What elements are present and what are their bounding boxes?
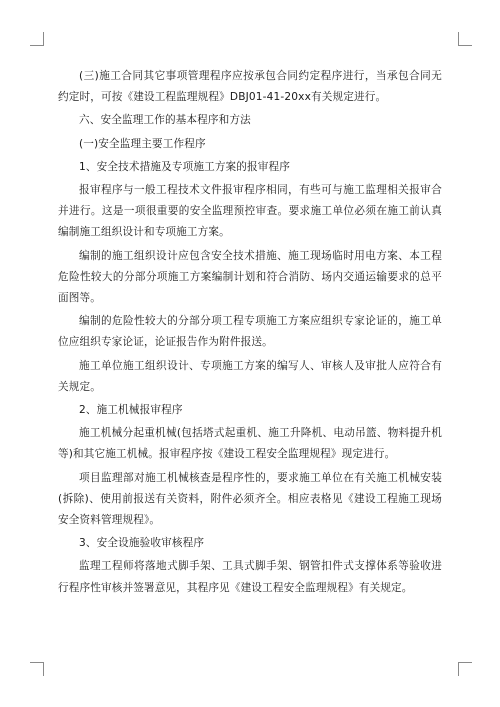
crop-mark-top-left [30,32,44,46]
document-body [58,66,442,599]
paragraph-expert-review: 编制的危险性较大的分部分项工程专项施工方案应组织专家论证的，施工单位应组织专家论证，论证报告作为附件报送。 [58,315,442,349]
paragraph-machinery-check: 项目监理部对施工机械核查是程序性的，要求施工单位在有关施工机械安装(拆除)、使用前报送有关资料，附件必须齐全。相应表格见《建设工程施工现场安全资料管理规程》。 [58,471,442,527]
heading-subsection-one: (一)安全监理主要工作程序 [79,137,206,150]
heading-item-2: 2、施工机械报审程序 [79,404,183,417]
crop-mark-bottom-left [30,662,44,676]
paragraph-review-procedure: 报审程序与一般工程技术文件报审程序相同，有些可与施工监理相关报审合并进行。这是一项很重要的安全监理预控审查。要求施工单位必须在施工前认真编制施工组织设计和专项施工方案。 [58,184,442,239]
heading-section-six: 六、安全监理工作的基本程序和方法 [79,114,251,127]
paragraph-contract-procedure: (三)施工合同其它事项管理程序应按承包合同约定程序进行，当承包合同无约定时，可按《建设工程监理规程》DBJ01-41-20xx有关规定进行。 [58,70,442,104]
crop-mark-top-right [458,32,472,46]
heading-item-1: 1、安全技术措施及专项施工方案的报审程序 [79,160,291,173]
crop-mark-bottom-right [458,662,472,676]
paragraph-machinery-types: 施工机械分起重机械(包括塔式起重机、施工升降机、电动吊篮、物料提升机等)和其它施工机械。报审程序按《建设工程安全监理规程》现定进行。 [58,427,442,461]
paragraph-facility-acceptance: 监理工程师将落地式脚手架、工具式脚手架、钢管扣件式支撑体系等验收进行程序性审核并签署意见，其程序见《建设工程安全监理规程》有关规定。 [58,560,442,594]
paragraph-construction-design: 编制的施工组织设计应包含安全技术措施、施工现场临时用电方案、本工程危险性较大的分部分项施工方案编制计划和符合消防、场内交通运输要求的总平面图等。 [58,249,442,305]
heading-item-3: 3、安全设施验收审核程序 [79,537,205,550]
paragraph-author-requirements: 施工单位施工组织设计、专项施工方案的编写人、审核人及审批人应符合有关规定。 [58,359,442,393]
